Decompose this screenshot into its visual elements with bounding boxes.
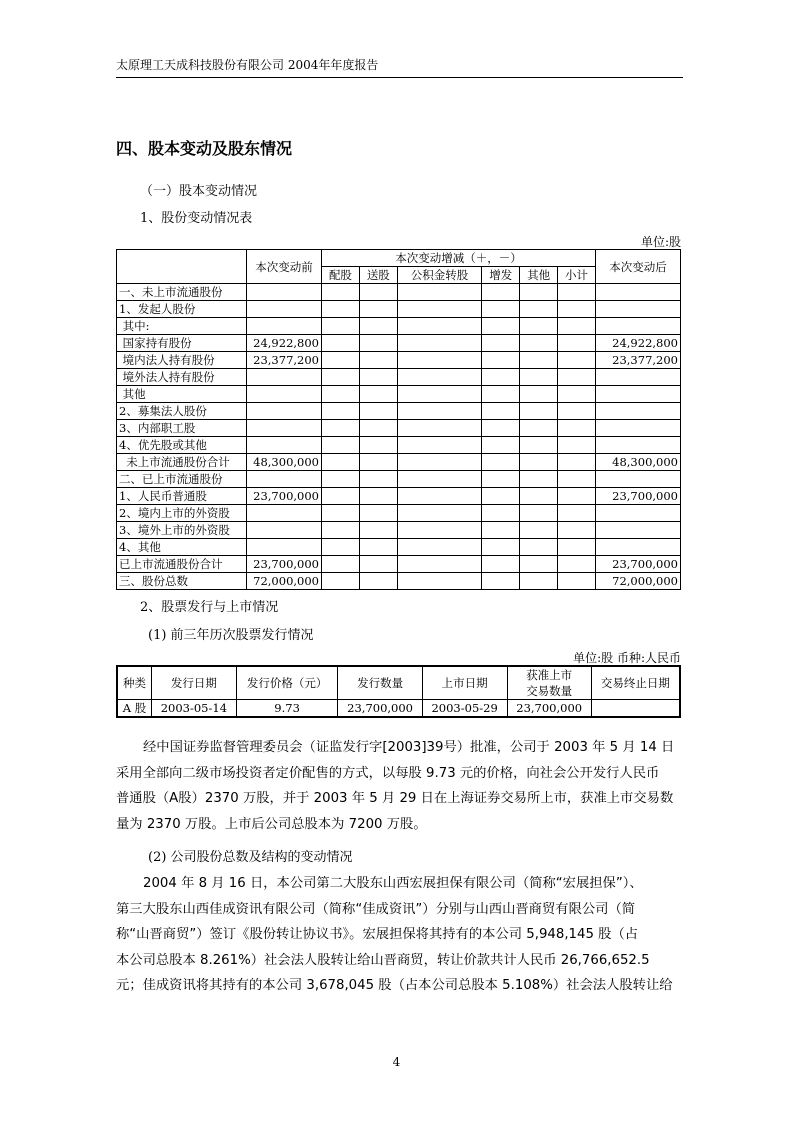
change-value — [482, 403, 520, 420]
table-row — [117, 556, 681, 573]
change-value — [520, 539, 558, 556]
table-row — [117, 352, 681, 369]
table-row — [117, 522, 681, 539]
table-row — [117, 335, 681, 352]
label-header — [117, 250, 247, 284]
change-value — [520, 437, 558, 454]
issuance-subcaption: (1) 前三年历次股票发行情况 — [148, 628, 314, 643]
change-value — [520, 352, 558, 369]
change-value — [558, 284, 596, 301]
change-header: 送股 — [359, 267, 397, 284]
page-number: 4 — [392, 1055, 401, 1069]
change-value — [397, 420, 482, 437]
row-label: 境内法人持有股份 — [117, 352, 247, 369]
change-value — [520, 318, 558, 335]
change-value — [359, 335, 397, 352]
after-value — [596, 420, 681, 437]
change-value — [558, 471, 596, 488]
after-value: 23,700,000 — [596, 556, 681, 573]
after-value: 72,000,000 — [596, 573, 681, 590]
after-value: 23,700,000 — [596, 488, 681, 505]
change-value — [482, 369, 520, 386]
table-row — [117, 284, 681, 301]
change-value — [359, 301, 397, 318]
change-value — [397, 386, 482, 403]
issuance-cell: 9.73 — [236, 700, 338, 718]
issuance-caption: 2、股票发行与上市情况 — [140, 600, 279, 615]
change-header: 小计 — [558, 267, 596, 284]
change-value — [482, 420, 520, 437]
issuance-header: 种类 — [117, 666, 151, 700]
row-label: 2、境内上市的外资股 — [117, 505, 247, 522]
before-value: 72,000,000 — [247, 573, 322, 590]
change-value — [482, 556, 520, 573]
share-change-table — [116, 249, 681, 590]
change-value — [397, 335, 482, 352]
after-value — [596, 403, 681, 420]
after-value — [596, 471, 681, 488]
change-value — [558, 318, 596, 335]
change-value — [322, 352, 360, 369]
change-value — [359, 437, 397, 454]
before-value — [247, 471, 322, 488]
table1-caption: 1、股份变动情况表 — [140, 211, 253, 226]
change-value — [359, 284, 397, 301]
change-value — [558, 573, 596, 590]
change-value — [397, 556, 482, 573]
section-title: 四、股本变动及股东情况 — [116, 139, 293, 158]
change-value — [558, 556, 596, 573]
table-row — [117, 471, 681, 488]
paragraph-line: 第三大股东山西佳成资讯有限公司（简称“佳成资讯”）分别与山西山晋商贸有限公司（简 — [116, 901, 636, 917]
change-value — [558, 335, 596, 352]
change-value — [359, 403, 397, 420]
row-label: 3、内部职工股 — [117, 420, 247, 437]
before-value — [247, 539, 322, 556]
change-value — [558, 420, 596, 437]
row-label: 4、优先股或其他 — [117, 437, 247, 454]
change-value — [482, 505, 520, 522]
change-value — [520, 505, 558, 522]
change-value — [397, 369, 482, 386]
change-value — [322, 284, 360, 301]
row-label: 1、发起人股份 — [117, 301, 247, 318]
before-value — [247, 437, 322, 454]
table2-unit: 单位:股 币种:人民币 — [573, 651, 681, 665]
row-label: 国家持有股份 — [117, 335, 247, 352]
before-value — [247, 369, 322, 386]
change-value — [558, 454, 596, 471]
issuance-cell: A 股 — [117, 700, 151, 718]
change-group-header: 本次变动增减（＋，－） — [322, 250, 596, 267]
table-row — [117, 386, 681, 403]
change-value — [322, 488, 360, 505]
change-header: 公积金转股 — [397, 267, 482, 284]
table-row — [117, 505, 681, 522]
change-value — [322, 386, 360, 403]
issuance-header: 发行日期 — [151, 666, 236, 700]
change-value — [558, 403, 596, 420]
change-value — [482, 539, 520, 556]
change-value — [322, 454, 360, 471]
table-row — [117, 488, 681, 505]
change-value — [520, 284, 558, 301]
after-value — [596, 301, 681, 318]
issuance-header: 发行价格（元） — [236, 666, 338, 700]
change-value — [397, 539, 482, 556]
row-label: 二、已上市流通股份 — [117, 471, 247, 488]
change-value — [520, 369, 558, 386]
change-value — [397, 454, 482, 471]
change-value — [359, 522, 397, 539]
before-header: 本次变动前 — [247, 250, 322, 284]
change-value — [482, 352, 520, 369]
before-value — [247, 420, 322, 437]
change-value — [482, 318, 520, 335]
change-value — [482, 471, 520, 488]
before-value: 23,377,200 — [247, 352, 322, 369]
after-value: 24,922,800 — [596, 335, 681, 352]
page-header: 太原理工天成科技股份有限公司 2004年年度报告 — [116, 56, 683, 78]
change-value — [359, 556, 397, 573]
change-value — [520, 386, 558, 403]
after-value: 23,377,200 — [596, 352, 681, 369]
change-value — [359, 573, 397, 590]
after-value — [596, 522, 681, 539]
issuance-cell: 2003-05-14 — [151, 700, 236, 718]
issuance-header: 交易终止日期 — [591, 666, 680, 700]
after-value — [596, 318, 681, 335]
change-value — [520, 403, 558, 420]
after-value — [596, 369, 681, 386]
table-row — [117, 539, 681, 556]
paragraph-line: 普通股（A股）2370 万股，并于 2003 年 5 月 29 日在上海证券交易所上市，获准上市交易数 — [116, 791, 674, 806]
row-label: 其他 — [117, 386, 247, 403]
change-value — [397, 573, 482, 590]
change-header: 增发 — [482, 267, 520, 284]
row-label: 其中: — [117, 318, 247, 335]
change-value — [322, 369, 360, 386]
after-value — [596, 284, 681, 301]
change-value — [322, 301, 360, 318]
table-row — [117, 369, 681, 386]
change-value — [322, 573, 360, 590]
change-value — [482, 335, 520, 352]
change-value — [558, 539, 596, 556]
after-value — [596, 505, 681, 522]
change-value — [520, 471, 558, 488]
table-row — [117, 301, 681, 318]
before-value — [247, 301, 322, 318]
change-value — [558, 522, 596, 539]
table-row — [117, 573, 681, 590]
row-label: 未上市流通股份合计 — [117, 454, 247, 471]
after-value — [596, 386, 681, 403]
change-value — [397, 522, 482, 539]
issuance-cell: 23,700,000 — [338, 700, 422, 718]
change-value — [359, 471, 397, 488]
change-value — [558, 301, 596, 318]
change-value — [520, 335, 558, 352]
change-value — [359, 539, 397, 556]
before-value — [247, 505, 322, 522]
change-value — [482, 301, 520, 318]
change-value — [558, 386, 596, 403]
issuance-paragraph — [116, 735, 683, 837]
issuance-cell — [591, 700, 680, 718]
change-value — [359, 420, 397, 437]
row-label: 三、股份总数 — [117, 573, 247, 590]
change-value — [482, 488, 520, 505]
change-value — [397, 403, 482, 420]
subsection-title: （一）股本变动情况 — [140, 184, 258, 199]
change-value — [322, 318, 360, 335]
issuance-header: 上市日期 — [422, 666, 507, 700]
after-header: 本次变动后 — [596, 250, 681, 284]
table-row — [117, 318, 681, 335]
issuance-header: 发行数量 — [338, 666, 422, 700]
structure-change-paragraph — [116, 871, 683, 999]
before-value: 23,700,000 — [247, 488, 322, 505]
change-value — [322, 522, 360, 539]
change-value — [558, 437, 596, 454]
table-row — [117, 437, 681, 454]
change-value — [482, 522, 520, 539]
change-header: 配股 — [322, 267, 360, 284]
change-value — [397, 318, 482, 335]
change-value — [359, 318, 397, 335]
change-value — [322, 335, 360, 352]
before-value — [247, 284, 322, 301]
change-value — [520, 573, 558, 590]
change-value — [558, 505, 596, 522]
change-value — [558, 369, 596, 386]
change-header: 其他 — [520, 267, 558, 284]
change-value — [397, 471, 482, 488]
change-value — [482, 573, 520, 590]
change-value — [359, 352, 397, 369]
after-value — [596, 437, 681, 454]
issuance-cell: 23,700,000 — [507, 700, 591, 718]
change-value — [359, 369, 397, 386]
change-value — [520, 522, 558, 539]
change-value — [322, 556, 360, 573]
issuance-table — [116, 665, 681, 718]
before-value — [247, 386, 322, 403]
row-label: 3、境外上市的外资股 — [117, 522, 247, 539]
paragraph-line: 采用全部向二级市场投资者定价配售的方式，以每股 9.73 元的价格，向社会公开发行人民币 — [116, 765, 660, 781]
after-value — [596, 539, 681, 556]
table-row — [117, 420, 681, 437]
change-value — [520, 420, 558, 437]
row-label: 一、未上市流通股份 — [117, 284, 247, 301]
change-value — [397, 488, 482, 505]
row-label: 境外法人持有股份 — [117, 369, 247, 386]
change-value — [520, 556, 558, 573]
paragraph-line: 元；佳成资讯将其持有的本公司 3,678,045 股（占本公司总股本 5.108%）社会法人股转让给 — [116, 978, 673, 993]
change-value — [482, 437, 520, 454]
paragraph-line: 2004 年 8 月 16 日，本公司第二大股东山西宏展担保有限公司（简称“宏展担保”）、 — [143, 876, 643, 891]
change-value — [322, 420, 360, 437]
change-value — [322, 437, 360, 454]
change-value — [359, 505, 397, 522]
change-value — [397, 284, 482, 301]
row-label: 已上市流通股份合计 — [117, 556, 247, 573]
change-value — [322, 505, 360, 522]
change-value — [558, 488, 596, 505]
change-value — [397, 352, 482, 369]
before-value — [247, 522, 322, 539]
paragraph-line: 经中国证券监督管理委员会（证监发行字[2003]39号）批准，公司于 2003 年 5 月 14 日 — [143, 740, 675, 755]
change-value — [322, 403, 360, 420]
before-value: 48,300,000 — [247, 454, 322, 471]
change-value — [520, 301, 558, 318]
change-value — [520, 454, 558, 471]
table-row — [117, 454, 681, 471]
row-label: 1、人民币普通股 — [117, 488, 247, 505]
change-value — [397, 505, 482, 522]
change-value — [322, 539, 360, 556]
change-value — [482, 284, 520, 301]
change-value — [359, 488, 397, 505]
change-value — [520, 488, 558, 505]
table1-unit: 单位:股 — [640, 235, 681, 249]
before-value: 23,700,000 — [247, 556, 322, 573]
change-value — [322, 471, 360, 488]
paragraph-line: 称“山晋商贸”）签订《股份转让协议书》。宏展担保将其持有的本公司 5,948,145 股（占 — [116, 927, 639, 942]
after-value: 48,300,000 — [596, 454, 681, 471]
change-value — [482, 454, 520, 471]
change-value — [359, 386, 397, 403]
before-value — [247, 318, 322, 335]
table-row — [117, 403, 681, 420]
row-label: 4、其他 — [117, 539, 247, 556]
paragraph-line: 量为 2370 万股。上市后公司总股本为 7200 万股。 — [116, 816, 427, 832]
change-value — [482, 386, 520, 403]
structure-change-caption: (2) 公司股份总数及结构的变动情况 — [148, 850, 353, 865]
paragraph-line: 本公司总股本 8.261%）社会法人股转让给山晋商贸，转让价款共计人民币 26,766,652.5 — [116, 952, 650, 968]
issuance-header: 获准上市 交易数量 — [507, 666, 591, 700]
issuance-cell: 2003-05-29 — [422, 700, 507, 718]
change-value — [397, 437, 482, 454]
row-label: 2、募集法人股份 — [117, 403, 247, 420]
change-value — [397, 301, 482, 318]
change-value — [558, 352, 596, 369]
before-value — [247, 403, 322, 420]
change-value — [359, 454, 397, 471]
before-value: 24,922,800 — [247, 335, 322, 352]
